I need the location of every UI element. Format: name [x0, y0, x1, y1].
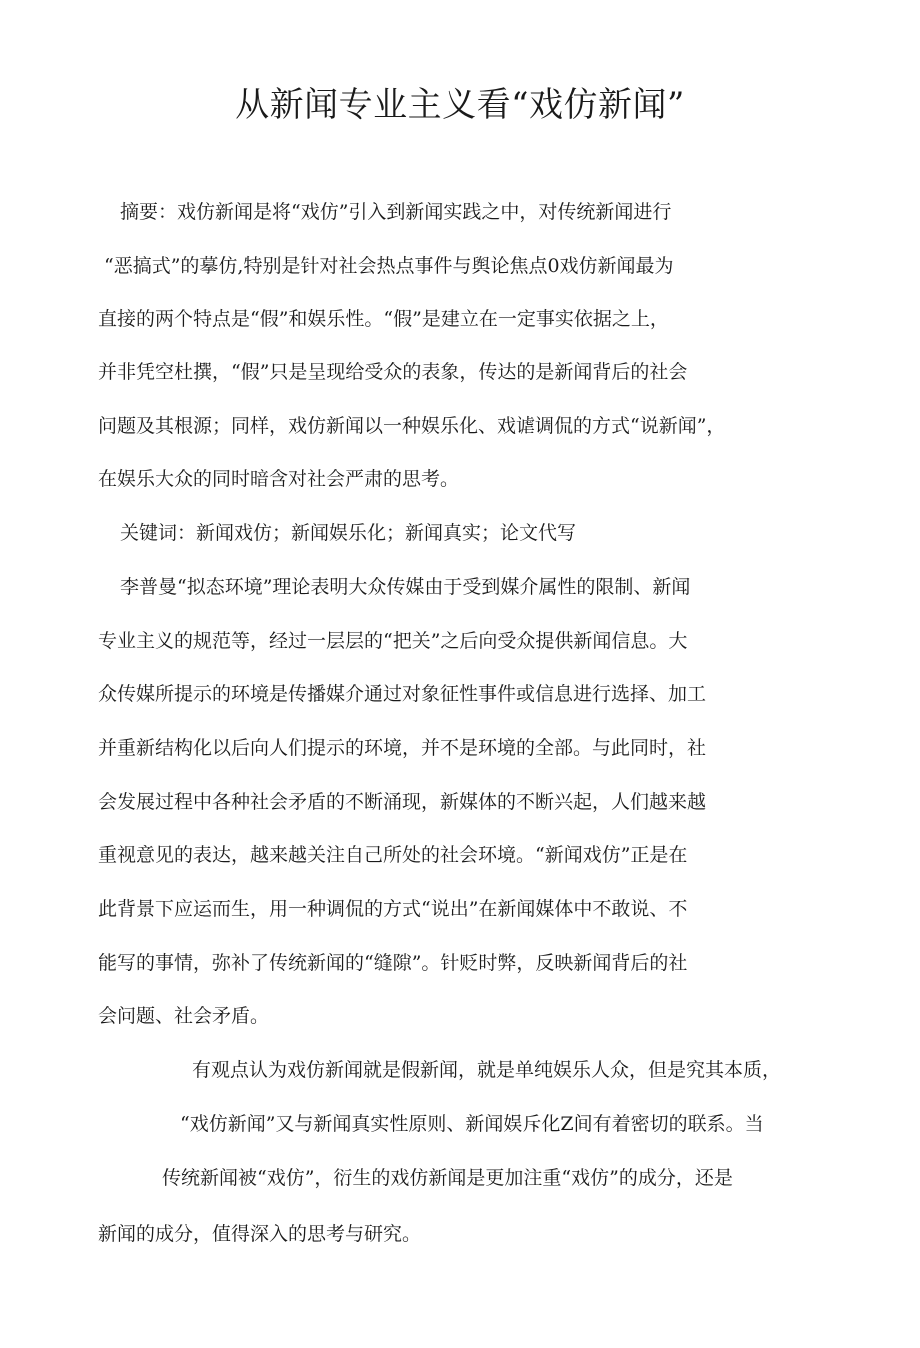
- body-line: 会问题、社会矛盾。: [98, 1005, 270, 1027]
- abstract-line: 直接的两个特点是“假”和娱乐性。“假”是建立在一定事实依据之上，: [98, 308, 669, 330]
- closing-line: 新闻的成分，值得深入的思考与研究。: [98, 1223, 422, 1245]
- body-line: 能写的事情，弥补了传统新闻的“缝隙”。针贬时弊，反映新闻背后的社: [98, 952, 688, 974]
- closing-line: 传统新闻被“戏仿”，衍生的戏仿新闻是更加注重“戏仿”的成分，还是: [162, 1167, 733, 1189]
- body-line: 众传媒所提示的环境是传播媒介通过对象征性事件或信息进行选择、加工: [98, 683, 707, 705]
- keywords-line: 关键词：新闻戏仿；新闻娱乐化；新闻真实；论文代写: [120, 522, 577, 544]
- abstract-line: 并非凭空杜撰，“假”只是呈现给受众的表象，传达的是新闻背后的社会: [98, 361, 688, 383]
- body-line: 专业主义的规范等，经过一层层的“把关”之后向受众提供新闻信息。大: [98, 630, 688, 652]
- body-line: 重视意见的表达，越来越关注自己所处的社会环境。“新闻戏仿”正是在: [98, 844, 688, 866]
- body-line: 此背景下应运而生，用一种调侃的方式“说出”在新闻媒体中不敢说、不: [98, 898, 688, 920]
- document-title: 从新闻专业主义看“戏仿新闻”: [235, 85, 685, 125]
- body-line: 会发展过程中各种社会矛盾的不断涌现，新媒体的不断兴起，人们越来越: [98, 791, 707, 813]
- closing-line: “戏仿新闻”又与新闻真实性原则、新闻娱斥化Z间有着密切的联系。当: [180, 1113, 764, 1135]
- abstract-line: “恶搞式”的摹仿,特别是针对社会热点事件与舆论焦点0戏仿新闻最为: [104, 255, 674, 277]
- closing-line: 有观点认为戏仿新闻就是假新闻，就是单纯娱乐人众，但是究其本质，: [192, 1059, 782, 1081]
- body-line: 李普曼“拟态环境”理论表明大众传媒由于受到媒介属性的限制、新闻: [120, 576, 691, 598]
- abstract-line: 摘要：戏仿新闻是将“戏仿”引入到新闻实践之中，对传统新闻进行: [120, 201, 672, 223]
- body-line: 并重新结构化以后向人们提示的环境，并不是环境的全部。与此同时，社: [98, 737, 707, 759]
- abstract-line: 在娱乐大众的同时暗含对社会严肃的思考。: [98, 468, 460, 490]
- abstract-line: 问题及其根源；同样，戏仿新闻以一种娱乐化、戏谑调侃的方式“说新闻”，: [98, 415, 726, 437]
